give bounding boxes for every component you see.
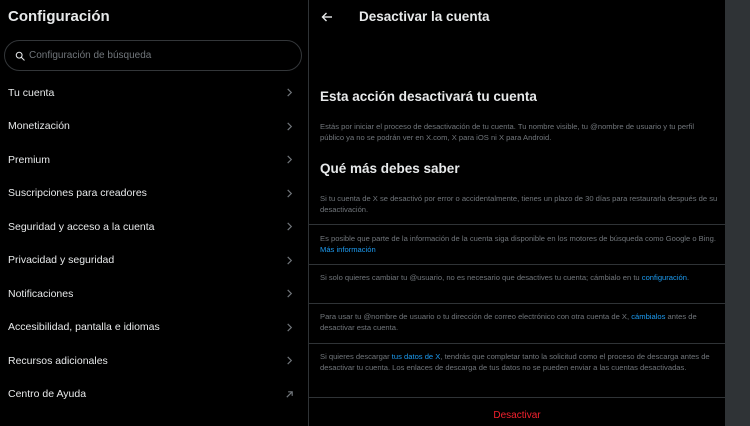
settings-search[interactable] [4,40,302,71]
deactivate-button[interactable]: Desactivar [493,410,541,421]
sidebar-item-privacidad[interactable] [0,244,308,278]
sidebar-item-label: Suscripciones para creadores [8,187,147,200]
section-heading-deactivate: Esta acción desactivará tu cuenta [320,89,537,104]
chevron-right-icon [285,222,294,231]
note-download-data [320,352,720,373]
note-divider [309,343,725,344]
note-reuse-credentials [320,312,720,333]
sidebar-item-label: Monetización [8,120,70,133]
chevron-right-icon [285,122,294,131]
panel-header [309,0,725,34]
sidebar-item-label: Seguridad y acceso a la cuenta [8,220,155,233]
sidebar-item-premium[interactable] [0,143,308,177]
external-arrow-icon [285,390,294,399]
note-text: Si quieres descargar [320,352,390,361]
note-divider [309,264,725,265]
note-text: Es posible que parte de la información de la cuenta siga disponible en los motores de búsqueda como Google o Bing. [320,234,716,243]
sidebar-item-notificaciones[interactable] [0,277,308,311]
deactivate-panel [309,0,725,426]
sidebar-item-label: Notificaciones [8,287,74,300]
sidebar-item-label: Centro de Ayuda [8,388,87,401]
settings-link[interactable]: configuración [641,273,687,282]
note-text: Para usar tu @nombre de usuario o tu dirección de correo electrónico con otra cuenta de X, [320,312,630,321]
note-text: Si solo quieres cambiar tu @usuario, no es necesario que desactives tu cuenta; cámbialo en tu [320,273,640,282]
note-change-username [320,273,720,284]
note-divider [309,397,725,398]
note-divider [309,224,725,225]
chevron-right-icon [285,356,294,365]
note-search-engines [320,234,720,255]
sidebar-item-suscripciones[interactable] [0,177,308,211]
chevron-right-icon [285,155,294,164]
search-input[interactable] [29,50,279,61]
change-them-link[interactable]: cámbialos [631,312,666,321]
back-arrow-icon [321,11,333,23]
note-restore: Si tu cuenta de X se desactivó por error o accidentalmente, tienes un plazo de 30 días para restaurarla después de su desactivación. [320,194,718,214]
page-title: Desactivar la cuenta [359,9,490,24]
sidebar-item-accesibilidad[interactable] [0,311,308,345]
sidebar-item-recursos[interactable] [0,344,308,378]
chevron-right-icon [285,256,294,265]
sidebar-item-centro-ayuda[interactable] [0,378,308,412]
your-data-link[interactable]: tus datos de X [391,352,441,361]
more-info-link[interactable]: Más información [320,244,376,254]
chevron-right-icon [285,323,294,332]
sidebar-item-label: Premium [8,153,51,166]
chevron-right-icon [285,189,294,198]
note-text: . [686,273,690,282]
back-button[interactable] [319,9,335,25]
settings-column [0,0,308,426]
settings-menu [0,76,308,411]
chevron-right-icon [285,88,294,97]
intro-text: Estás por iniciar el proceso de desactivación de tu cuenta. Tu nombre visible, tu @nombre de usuario y tu perfil público ya no se podrán ver en X.com, X para iOS ni X para Android. [320,122,695,142]
search-icon [15,51,25,61]
note-text: , tendrás que completar tanto la solicitud como el proceso de descarga antes de desactivar tu cuenta. Los enlaces de descarga de tus datos no se pueden enviar a las cuentas desactivadas. [320,352,710,372]
sidebar-item-tu-cuenta[interactable] [0,76,308,110]
sidebar-item-seguridad[interactable] [0,210,308,244]
note-divider [309,303,725,304]
section-heading-more-info: Qué más debes saber [320,161,460,176]
sidebar-item-label: Tu cuenta [8,86,55,99]
sidebar-item-label: Privacidad y seguridad [8,254,115,267]
note-text: antes de desactivar esta cuenta. [320,312,697,332]
sidebar-item-label: Accesibilidad, pantalla e idiomas [8,321,160,334]
settings-title: Configuración [8,8,110,25]
sidebar-item-label: Recursos adicionales [8,354,108,367]
sidebar-item-monetizacion[interactable] [0,110,308,144]
chevron-right-icon [285,289,294,298]
column-divider [725,0,750,426]
